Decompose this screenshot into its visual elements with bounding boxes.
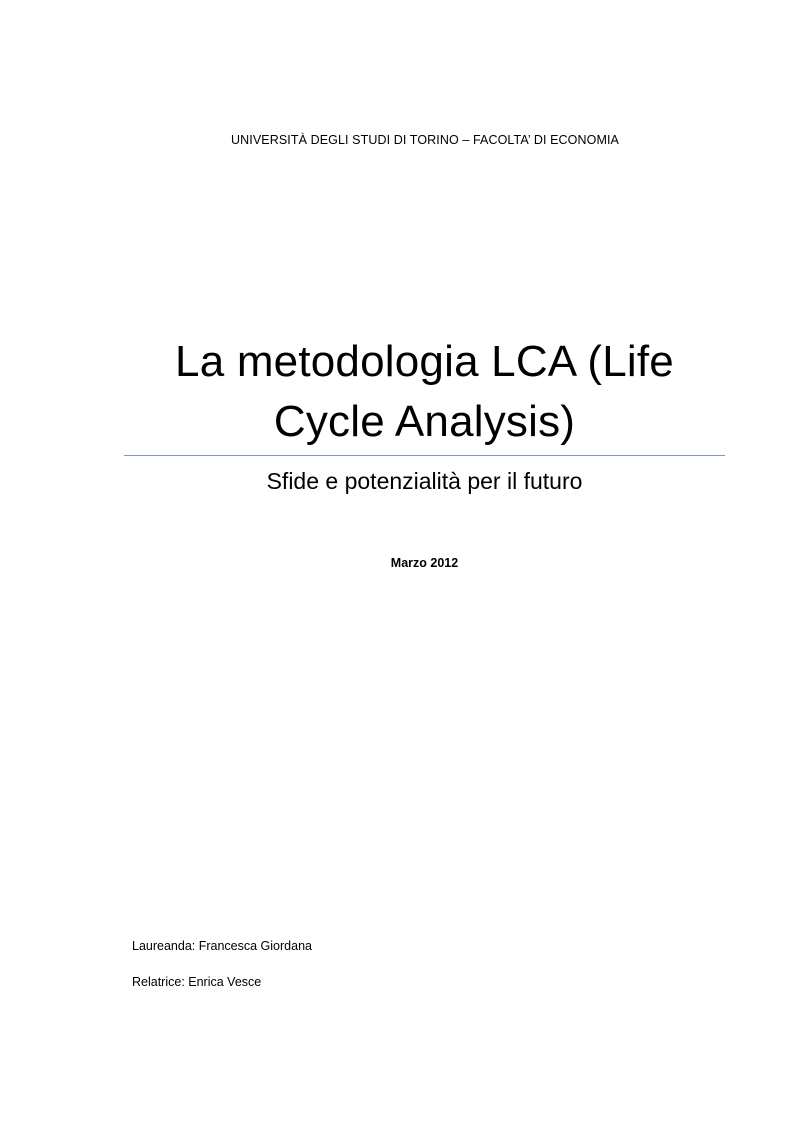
supervisor-name: Relatrice: Enrica Vesce [132,975,262,989]
thesis-title [124,332,725,452]
candidate-name: Laureanda: Francesca Giordana [132,939,312,953]
title-divider [124,455,725,456]
thesis-title-line-1: La metodologia LCA (Life [175,337,674,386]
thesis-subtitle: Sfide e potenzialità per il futuro [266,468,583,494]
thesis-date: Marzo 2012 [390,556,459,570]
institution-header: UNIVERSITÀ DEGLI STUDI DI TORINO – FACOLTA’ DI ECONOMIA [231,133,619,147]
thesis-title-line-2: Cycle Analysis) [273,397,576,446]
